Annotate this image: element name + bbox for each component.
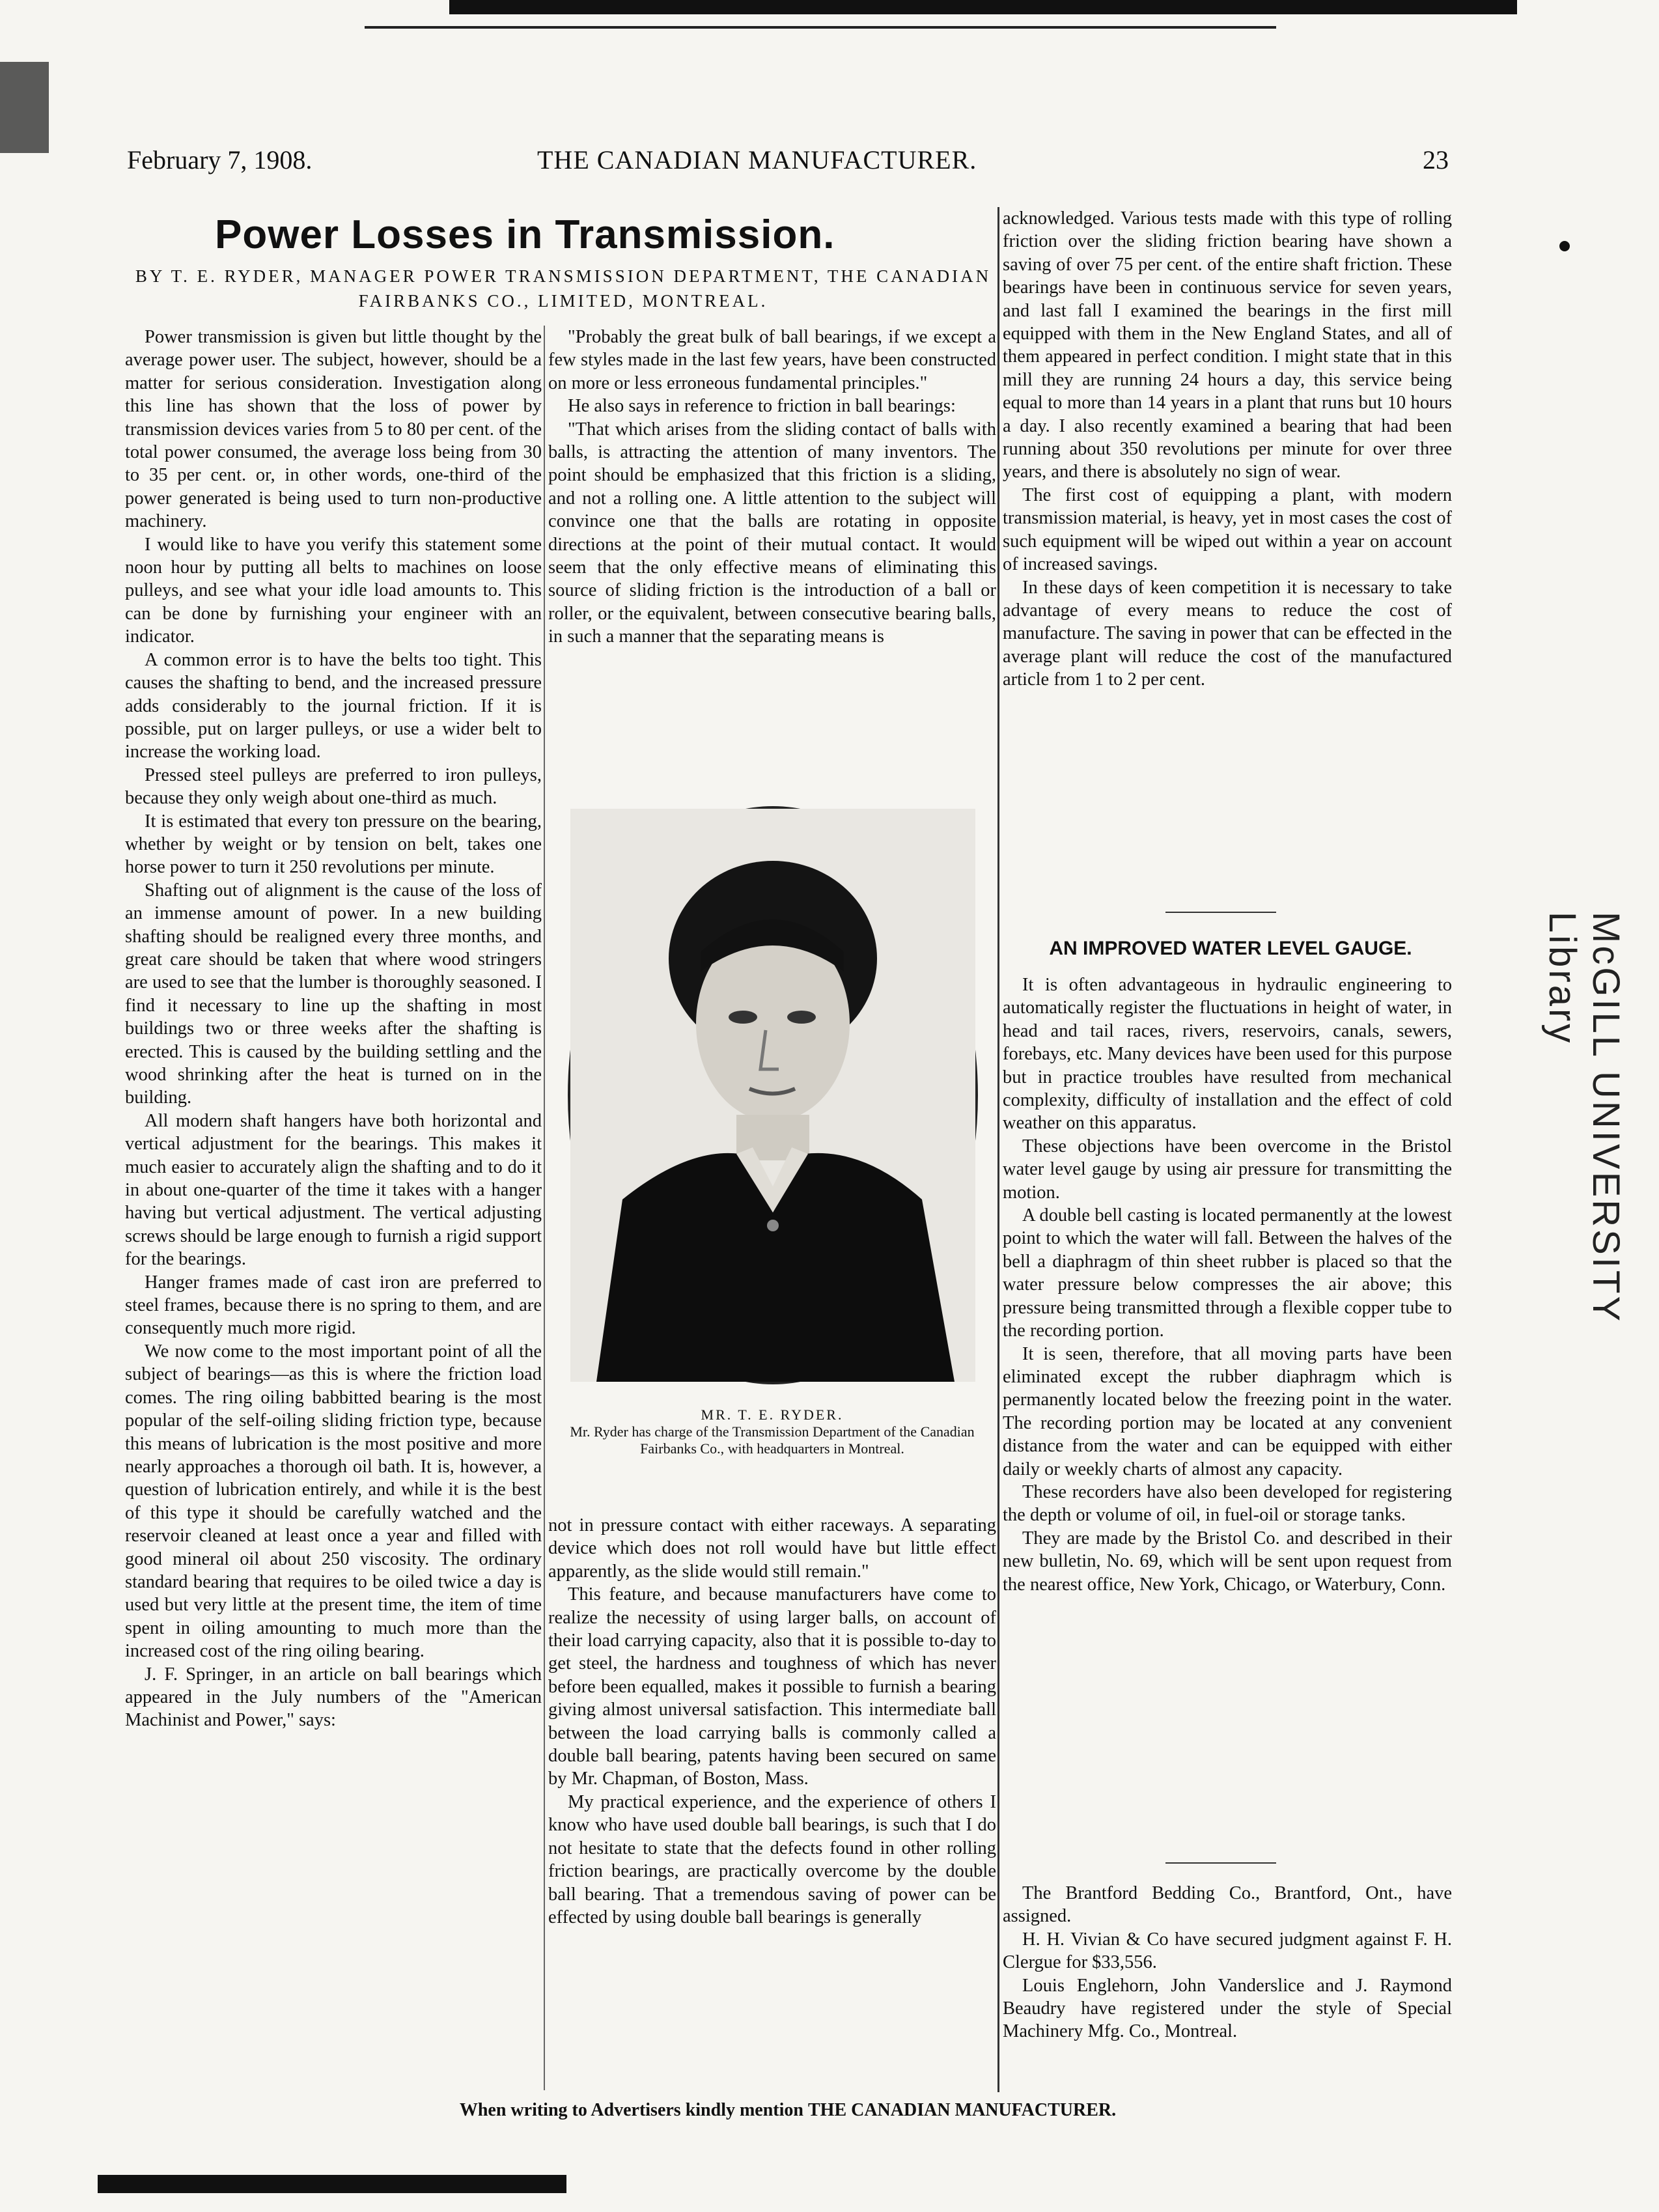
paragraph: These recorders have also been developed for registering the depth or volume of oil, in fuel-oil or storage tanks. bbox=[1003, 1481, 1452, 1526]
notice: Louis Englehorn, John Vanderslice and J. Raymond Beaudry have registered under the style of Special Machinery Mfg. Co., Montreal. bbox=[1003, 1975, 1452, 2042]
paragraph: Shafting out of alignment is the cause of the loss of an immense amount of power. In a new building shafting should be realigned every three months, and great care should be taken that where wood stringers are used to see that the lumber is thoroughly seasoned. I find it necessary to line up the shafting in most buildings two or three weeks after the shafting is erected. This is caused by the building settling and the wood shrinking after the heat is turned on in the building. bbox=[125, 880, 542, 1108]
column-rule-left bbox=[544, 326, 545, 2090]
paragraph: It is estimated that every ton pressure on the bearing, whether by weight or by tension on belt, takes one horse power to turn it 250 revolutions per minute. bbox=[125, 811, 542, 878]
notice: The Brantford Bedding Co., Brantford, Ont., have assigned. bbox=[1003, 1883, 1452, 1927]
notices-divider bbox=[1165, 1862, 1276, 1864]
paragraph: He also says in reference to friction in ball bearings: bbox=[568, 396, 956, 417]
page-header bbox=[127, 145, 1449, 190]
paragraph: Hanger frames made of cast iron are preferred to steel frames, because there is no spring to them, and are consequently much more rigid. bbox=[125, 1272, 542, 1339]
advertiser-footer bbox=[365, 2100, 1211, 2121]
left-scan-mark bbox=[0, 62, 49, 153]
paragraph: "Probably the great bulk of ball bearings, if we except a few styles made in the last few years, have been constructed on more or less erroneous fundamental principles." bbox=[548, 327, 996, 393]
column-2-bottom bbox=[548, 1514, 996, 1929]
footer-text: When writing to Advertisers kindly mention bbox=[459, 2100, 803, 2120]
column-2-top bbox=[548, 326, 996, 649]
library-stamp: McGILL UNIVERSITY Library bbox=[1541, 912, 1627, 1324]
column-rule-right bbox=[997, 207, 999, 2092]
section-divider bbox=[1165, 912, 1276, 913]
paragraph: A common error is to have the belts too tight. This causes the shafting to bend, and the increased pressure adds considerably to the journal friction. If it is possible, put on larger pulleys, or use a wider belt to increase the working load. bbox=[125, 649, 542, 763]
caption-name: MR. T. E. RYDER. bbox=[701, 1407, 844, 1423]
paragraph: It is often advantageous in hydraulic engineering to automatically register the fluctuations in height of water, in head and tail races, rivers, reservoirs, canals, sewers, forebays, etc. Many devices have been used for this purpose but in practice troubles have resulted from mechanical complexity, difficulty of installation and the effect of cold weather on this apparatus. bbox=[1003, 975, 1452, 1134]
column-1 bbox=[125, 326, 542, 1732]
paragraph: A double bell casting is located permanently at the lowest point to which the water will fall. Between the halves of the bell a diaphragm of thin sheet rubber is placed so that the water pressure below compresses the air above; this pressure being transmitted through a flexible copper tube to the recording portion. bbox=[1003, 1205, 1452, 1341]
paragraph: J. F. Springer, in an article on ball bearings which appeared in the July numbers of the "American Machinist and Power," says: bbox=[125, 1664, 542, 1731]
paragraph: Power transmission is given but little thought by the average power user. The subject, however, should be a matter for serious consideration. Investigation along this line has shown that the loss of power by transmission devices varies from 5 to 80 per cent. of the total power consumed, the average loss being from 30 to 35 per cent. or, in other words, one-third of the power generated is being used to turn non-productive machinery. bbox=[125, 327, 542, 532]
column-3-notices bbox=[1003, 1882, 1452, 2043]
paragraph: All modern shaft hangers have both horizontal and vertical adjustment for the bearings. This makes it much easier to accurately align the shafting and to do it in about one-quarter of the time it takes with a hanger having but vertical adjustment. The vertical adjusting screws should be large enough to furnish a rigid support for the bearings. bbox=[125, 1110, 542, 1270]
paragraph: "That which arises from the sliding contact of balls with balls, is attracting the attention of many inventors. The point should be emphasized that this friction is a sliding, and not a rolling one. A little attention to the subject will convince one that the balls are rotating in opposite directions at the point of their mutual contact. It would seem that the only effective means of eliminating this source of sliding friction is the introduction of a ball or roller, or the equivalent, between consecutive bearing balls, in such a manner that the separating means is bbox=[548, 419, 996, 647]
column-3-middle bbox=[1003, 973, 1452, 1596]
article-title: Power Losses in Transmission. bbox=[215, 212, 835, 257]
caption-text: Mr. Ryder has charge of the Transmission Department of the Canadian Fairbanks Co., with headquarters in Montreal. bbox=[570, 1423, 975, 1457]
paragraph: They are made by the Bristol Co. and described in their new bulletin, No. 69, which will be sent upon request from the nearest office, New York, Chicago, or Waterbury, Conn. bbox=[1003, 1528, 1452, 1595]
photo-caption bbox=[548, 1407, 996, 1457]
article2-title: AN IMPROVED WATER LEVEL GAUGE. bbox=[1049, 938, 1412, 959]
paragraph: My practical experience, and the experience of others I know who have used double ball bearings, is such that I do not hesitate to state that the defects found in other rolling friction bearings, are practically overcome by the double ball bearing. That a tremendous saving of power can be effected by using double ball bearings is generally bbox=[548, 1791, 996, 1927]
issue-date: February 7, 1908. bbox=[127, 145, 313, 175]
paragraph: We now come to the most important point of all the subject of bearings—as this is where the friction load comes. The ring oiling babbitted bearing is the most popular of the self-oiling sliding friction type, because this means of lubrication is the most positive and more nearly approaches a thorough oil bath. It is, however, a question of lubrication entirely, and while it is the best of this type it should be carefully watched and the reservoir cleaned at least once a year and filled with good mineral oil about 250 viscosity. The ordinary standard bearing that requires to be oiled twice a day is used but very little at the present time, the item of time spent in oiling amounting to much more than the increased cost of the ring oiling bearing. bbox=[125, 1341, 542, 1662]
top-scan-bar bbox=[449, 0, 1517, 14]
column-3-top bbox=[1003, 207, 1452, 692]
footer-publication: THE CANADIAN MANUFACTURER. bbox=[807, 2100, 1117, 2120]
paragraph: The first cost of equipping a plant, with modern transmission material, is heavy, yet in most cases the cost of such equipment will be wiped out within a year on account of increased savings. bbox=[1003, 484, 1452, 575]
portrait-figure bbox=[570, 809, 975, 1382]
paragraph: I would like to have you verify this statement some noon hour by putting all belts to machines on loose pulleys, and see what your idle load amounts to. This can be done by furnishing your engineer with an indicator. bbox=[125, 534, 542, 647]
margin-dot bbox=[1559, 241, 1570, 251]
paragraph: acknowledged. Various tests made with this type of rolling friction over the sliding friction bearing have shown a saving of over 75 per cent. of the entire shaft friction. These bearings have been in continuous service for seven years, and last fall I examined the bearings in the first mill equipped with them in the New England States, and all of them appeared in perfect condition. I might state that in this mill they are running 24 hours a day, this service being equal to more than 14 years in a plant that runs but 10 hours a day. I also recently examined a bearing that had been running about 350 revolutions per minute for over three years, and there is absolutely no sign of wear. bbox=[1003, 208, 1452, 483]
paragraph: This feature, and because manufacturers have come to realize the necessity of using larger balls, on account of their load carrying capacity, also that it is possible to-day to get steel, the hardness and toughness of which has never before been equalled, makes it possible to furnish a bearing giving almost universal satisfaction. This intermediate ball between the load carrying balls is commonly called a double ball bearing, patents having been secured on same by Mr. Chapman, of Boston, Mass. bbox=[548, 1584, 996, 1789]
paragraph: It is seen, therefore, that all moving parts have been eliminated except the rubber diaphragm which is permanently located below the freezing point in the water. The recording portion may be located at any convenient distance from the water and can be equipped with either daily or weekly charts of almost any capacity. bbox=[1003, 1343, 1452, 1479]
paragraph: not in pressure contact with either raceways. A separating device which does not roll would have but little effect apparently, as the slide would still remain." bbox=[548, 1515, 996, 1582]
article-byline: BY T. E. RYDER, MANAGER POWER TRANSMISSION DEPARTMENT, THE CANADIAN FAIRBANKS CO., LIMITED, MONTREAL. bbox=[135, 266, 992, 311]
paragraph: These objections have been overcome in the Bristol water level gauge by using air pressure for transmitting the motion. bbox=[1003, 1136, 1452, 1203]
portrait-photo bbox=[568, 806, 978, 1384]
paragraph: Pressed steel pulleys are preferred to iron pulleys, because they only weigh about one-third as much. bbox=[125, 764, 542, 809]
page-number: 23 bbox=[1423, 145, 1449, 175]
paragraph: In these days of keen competition it is necessary to take advantage of every means to reduce the cost of manufacture. The saving in power that can be effected in the average plant will reduce the cost of the manufactured article from 1 to 2 per cent. bbox=[1003, 577, 1452, 690]
notice: H. H. Vivian & Co have secured judgment against F. H. Clergue for $33,556. bbox=[1003, 1929, 1452, 1973]
top-rule bbox=[365, 26, 1276, 29]
bottom-scan-bar bbox=[98, 2175, 566, 2193]
masthead: THE CANADIAN MANUFACTURER. bbox=[537, 145, 977, 175]
